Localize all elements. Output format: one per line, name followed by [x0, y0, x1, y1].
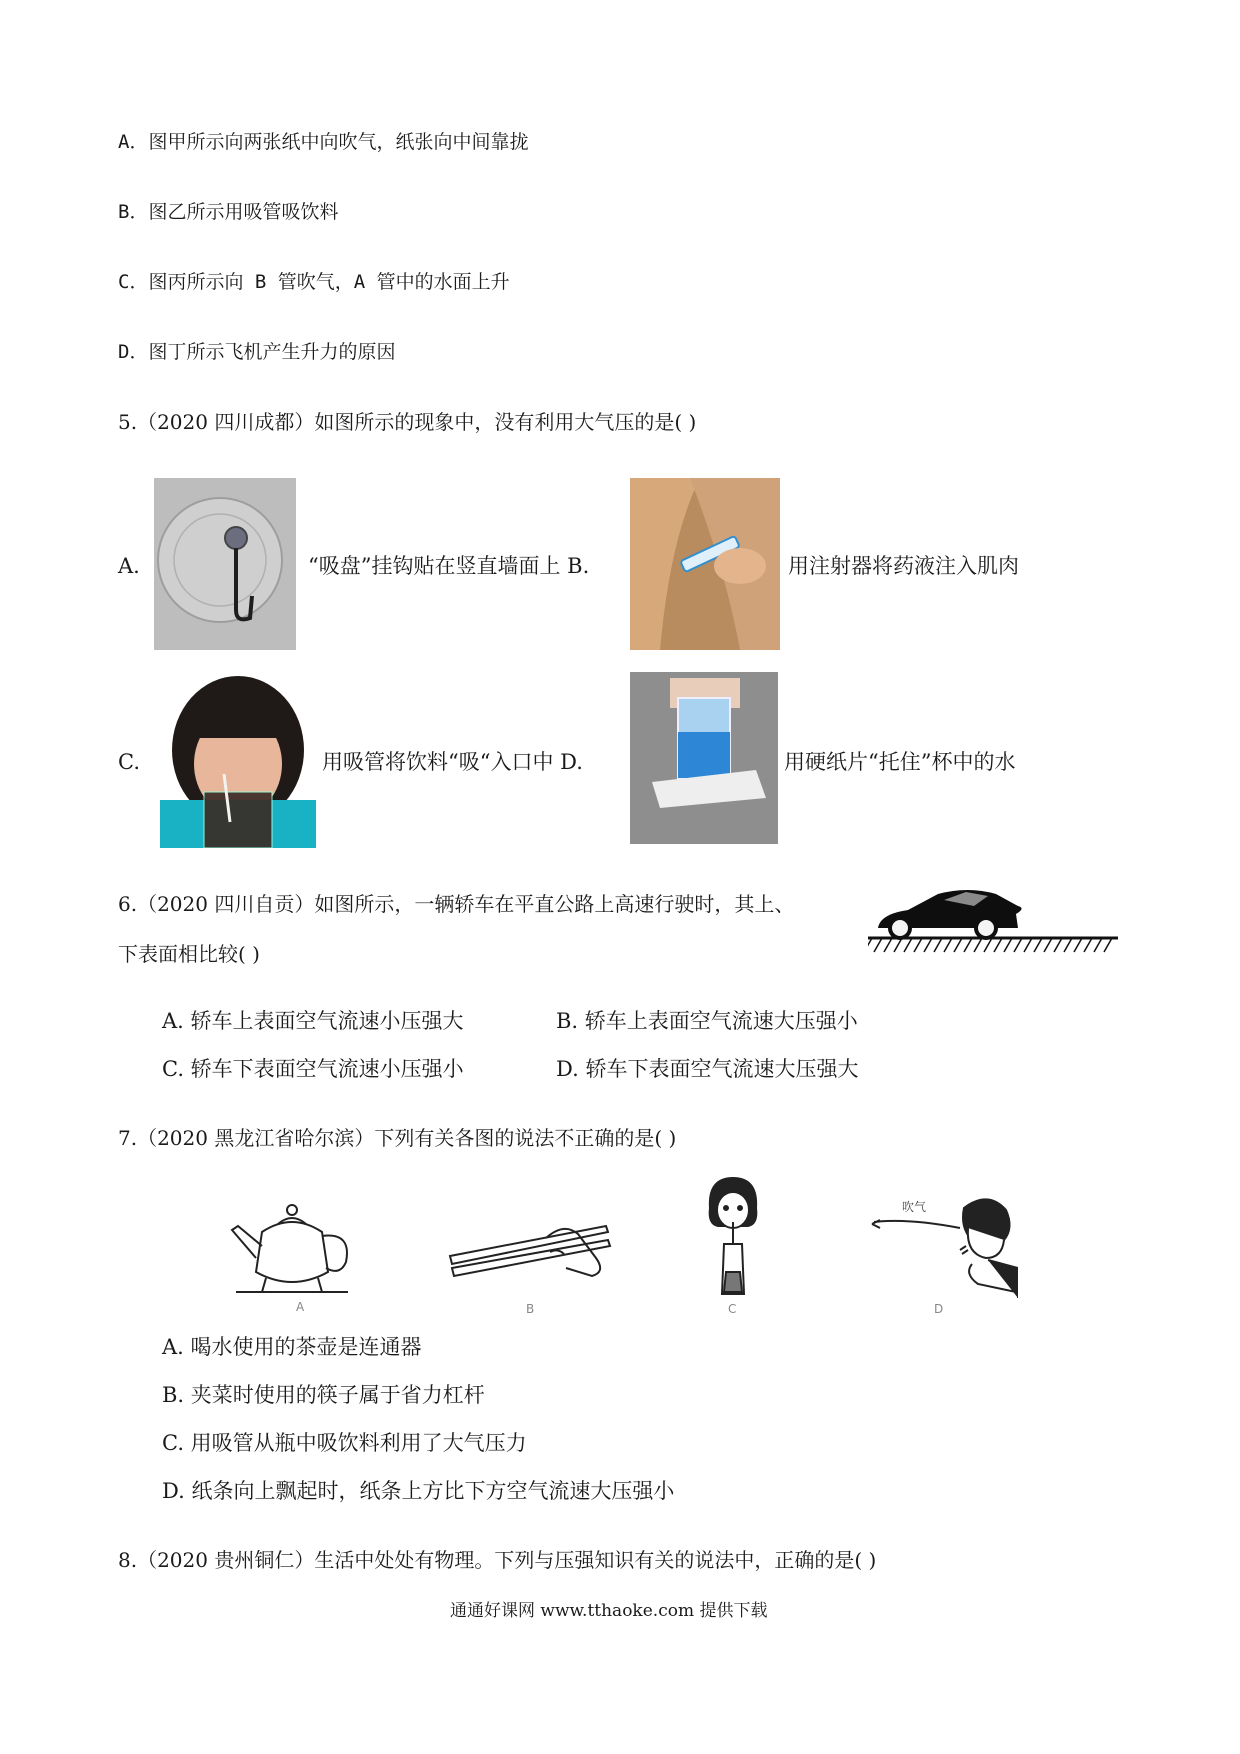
q7-fig-label-b: B: [526, 1302, 535, 1316]
q5-option-b-text: 用注射器将药液注入肌肉: [788, 554, 1019, 578]
suction-cup-photo: [154, 478, 296, 650]
q5-option-a-letter: A.: [118, 554, 140, 578]
teapot-figure: [222, 1192, 362, 1302]
girl-drinking-photo: [160, 672, 316, 848]
q7-stem: 7.（2020 黑龙江省哈尔滨）下列有关各图的说法不正确的是( ): [118, 1126, 677, 1150]
girl-bottle-figure: [700, 1174, 766, 1300]
injection-photo: [630, 478, 780, 650]
q7-fig-label-a: A: [296, 1300, 305, 1314]
blow-air-caption: 吹气: [902, 1200, 927, 1214]
q6-option-b: B. 轿车上表面空气流速大压强小: [556, 1009, 858, 1033]
boy-blowing-figure: [868, 1188, 1018, 1298]
card-water-photo: [630, 672, 778, 844]
q5-option-d-text: 用硬纸片“托住”杯中的水: [784, 750, 1016, 774]
q7-option-b: B. 夹菜时使用的筷子属于省力杠杆: [162, 1383, 485, 1407]
chopsticks-figure: [446, 1212, 616, 1298]
q5-option-a-text: “吸盘”挂钩贴在竖直墙面上 B.: [308, 554, 590, 578]
q6-option-c: C. 轿车下表面空气流速小压强小: [162, 1057, 464, 1081]
q7-option-c: C. 用吸管从瓶中吸饮料利用了大气压力: [162, 1431, 527, 1455]
q4-option-c: C．图丙所示向 B 管吹气，A 管中的水面上升: [118, 271, 510, 293]
q7-fig-label-d: D: [934, 1302, 944, 1316]
q6-stem-line1: 6.（2020 四川自贡）如图所示，一辆轿车在平直公路上高速行驶时，其上、: [118, 892, 795, 916]
q6-option-a: A. 轿车上表面空气流速小压强大: [162, 1009, 464, 1033]
q4-option-b: B．图乙所示用吸管吸饮料: [118, 201, 339, 223]
q7-fig-label-c: C: [728, 1302, 737, 1316]
q7-option-a: A. 喝水使用的茶壶是连通器: [162, 1335, 422, 1359]
page-footer: 通通好课网 www.tthaoke.com 提供下载: [450, 1601, 768, 1621]
q5-option-c-letter: C.: [118, 750, 140, 774]
q6-option-d: D. 轿车下表面空气流速大压强大: [556, 1057, 859, 1081]
q7-option-d: D. 纸条向上飘起时，纸条上方比下方空气流速大压强小: [162, 1479, 675, 1503]
q4-option-d: D．图丁所示飞机产生升力的原因: [118, 341, 396, 363]
q5-option-c-text: 用吸管将饮料“吸“入口中 D.: [322, 750, 583, 774]
sedan-on-road-diagram: [868, 876, 1118, 956]
q5-stem: 5.（2020 四川成都）如图所示的现象中，没有利用大气压的是( ): [118, 410, 697, 434]
q4-option-a: A．图甲所示向两张纸中向吹气，纸张向中间靠拢: [118, 131, 529, 153]
q6-stem-line2: 下表面相比较( ): [118, 942, 260, 966]
q8-stem: 8.（2020 贵州铜仁）生活中处处有物理。下列与压强知识有关的说法中，正确的是( ): [118, 1548, 877, 1572]
